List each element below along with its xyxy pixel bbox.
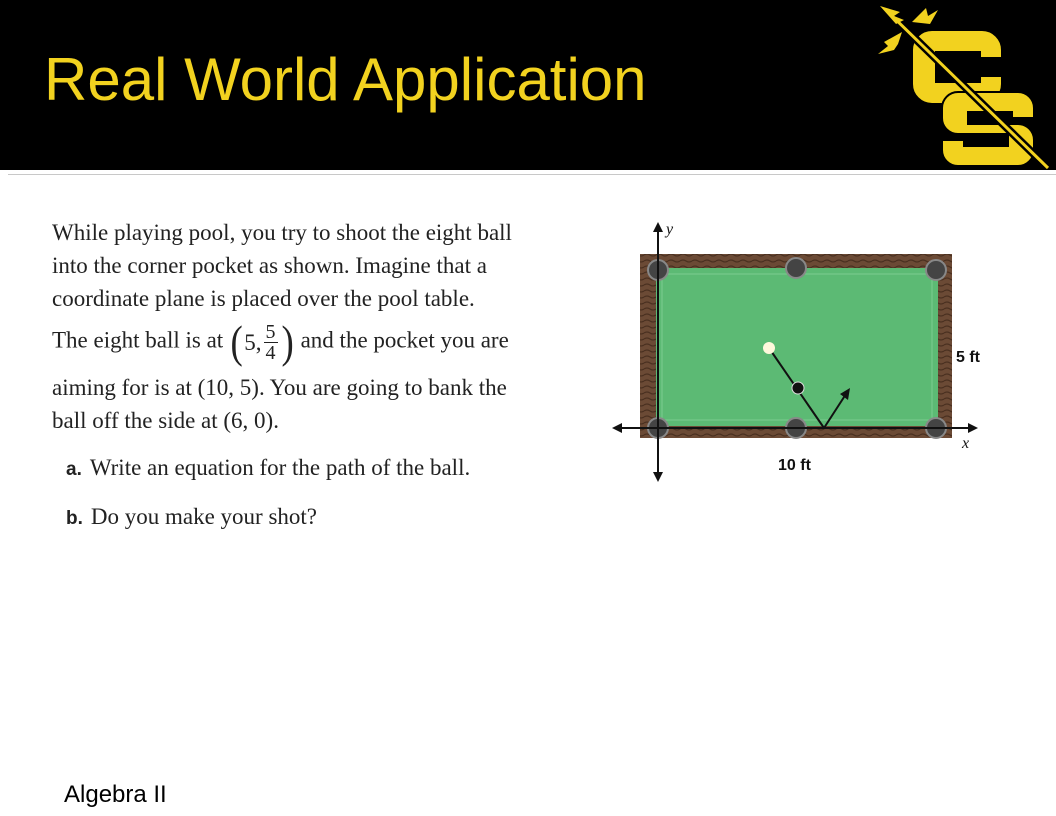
y-axis-label: y: [666, 221, 674, 238]
right-paren-icon: ): [281, 316, 294, 367]
problem-line: into the corner pocket as shown. Imagine that a: [52, 253, 487, 278]
pocket-top-middle: [786, 258, 806, 278]
problem-line: coordinate plane is placed over the pool table.: [52, 286, 475, 311]
x-axis-label: x: [962, 435, 970, 452]
pocket-top-right: [926, 260, 946, 280]
problem-line: ball off the side at (6, 0).: [52, 408, 279, 433]
cue-ball-icon: [763, 342, 775, 354]
problem-line-suffix: and the pocket you are: [300, 327, 509, 353]
problem-line: aiming for is at (10, 5). You are going to bank the: [52, 375, 507, 400]
slide-title: Real World Application: [44, 46, 647, 113]
eight-ball-point: [229, 316, 295, 367]
left-paren-icon: (: [230, 316, 243, 367]
header-divider: [8, 174, 1056, 175]
part-a: [52, 451, 592, 486]
part-a-text: Write an equation for the path of the ball.: [89, 455, 471, 480]
problem-line: While playing pool, you try to shoot the eight ball: [52, 220, 512, 245]
slide-footer: Algebra II: [64, 781, 167, 808]
letter-logo-with-arrow-icon: [872, 2, 1054, 170]
height-label: 5 ft: [956, 349, 980, 366]
part-b: [52, 500, 592, 535]
fraction: [264, 322, 278, 363]
part-a-letter: a.: [66, 459, 82, 480]
problem-text: [52, 216, 592, 535]
fraction-numerator: 5: [265, 320, 276, 343]
problem-line-with-fraction: [52, 316, 592, 367]
part-b-letter: b.: [66, 508, 83, 529]
eight-ball-icon: [792, 382, 804, 394]
width-label: 10 ft: [778, 457, 811, 474]
problem-line-prefix: The eight ball is at: [52, 327, 224, 353]
point-x: 5,: [244, 329, 262, 355]
fraction-denominator: 4: [265, 341, 276, 364]
part-b-text: Do you make your shot?: [90, 504, 318, 529]
table-felt: [656, 268, 938, 426]
pool-table-figure: [608, 216, 998, 486]
slide-header: [0, 0, 1056, 170]
